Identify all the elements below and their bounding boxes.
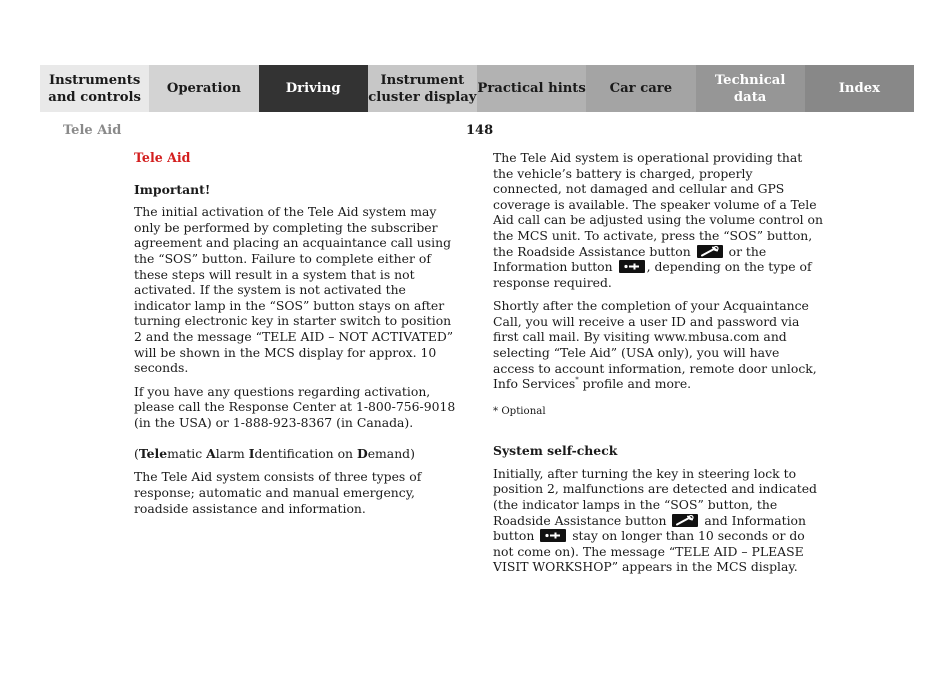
section-label: Tele Aid [63,123,122,138]
optional-footnote: * Optional [493,405,546,417]
chapter-tabs [40,65,914,112]
wrench-icon [697,245,723,258]
tab-instruments-and-controls[interactable]: Instruments and controls [40,65,149,112]
page-number: 148 [466,123,494,138]
self-check-heading: System self-check [493,443,618,459]
tab-index[interactable]: Index [805,65,914,112]
contact-paragraph: If you have any questions regarding activation, please call the Response Center at 1-800-756-9018 (in the USA) or 1-888-923-8367 (in Canada). [134,383,456,430]
tab-practical-hints[interactable]: Practical hints [477,65,586,112]
left-column [134,150,460,524]
tab-car-care[interactable]: Car care [586,65,695,112]
tab-instrument-cluster-display[interactable]: Instrument cluster display [368,65,477,112]
acronym-line: (Telematic Alarm Identification on Demand) [134,446,415,462]
acquaintance-paragraph: Shortly after the completion of your Acquaintance Call, you will receive a user ID and password via first call mail. By visiting www.mbusa.com and selecting “Tele Aid” (USA only), you will have access to account information, remote door unlock, Info Services* profile and more. [493,298,817,392]
response-types-paragraph: The Tele Aid system consists of three types of response; automatic and manual emergency, roadside assistance and information. [134,469,422,516]
self-check-paragraph: Initially, after turning the key in steering lock to position 2, malfunctions are detected and indicated (the indicator lamps in the “SOS” button, the Roadside Assistance button and Information button stay on longer than 10 seconds or do not come on). The message “TELE AID – PLEASE VISIT WORKSHOP” appears in the MCS display. [493,465,817,575]
operational-paragraph: The Tele Aid system is operational providing that the vehicle’s battery is charged, properly connected, not damaged and cellular and GPS coverage is available. The speaker volume of a Tele Aid call can be adjusted using the volume control on the MCS unit. To activate, press the “SOS” button, the Roadside Assistance button or the Information button , depending on the type of response required. [493,150,823,290]
right-column [493,150,823,583]
info-icon [540,529,566,542]
tab-technical-data[interactable]: Technical data [696,65,805,112]
tab-driving[interactable]: Driving [259,65,368,112]
wrench-icon [672,514,698,527]
info-icon [619,260,645,273]
tab-operation[interactable]: Operation [149,65,258,112]
important-label: Important! [134,181,211,197]
activation-paragraph: The initial activation of the Tele Aid system may only be performed by completing the subscriber agreement and placing an acquaintance call using the “SOS” button. Failure to complete either of these steps will result in a system that is not activated. If the system is not activated the indicator lamp in the “SOS” button stays on after turning electronic key in starter switch to position 2 and the message “TELE AID – NOT ACTIVATED” will be shown in the MCS display for approx. 10 seconds. [134,204,454,376]
section-title: Tele Aid [134,150,191,165]
